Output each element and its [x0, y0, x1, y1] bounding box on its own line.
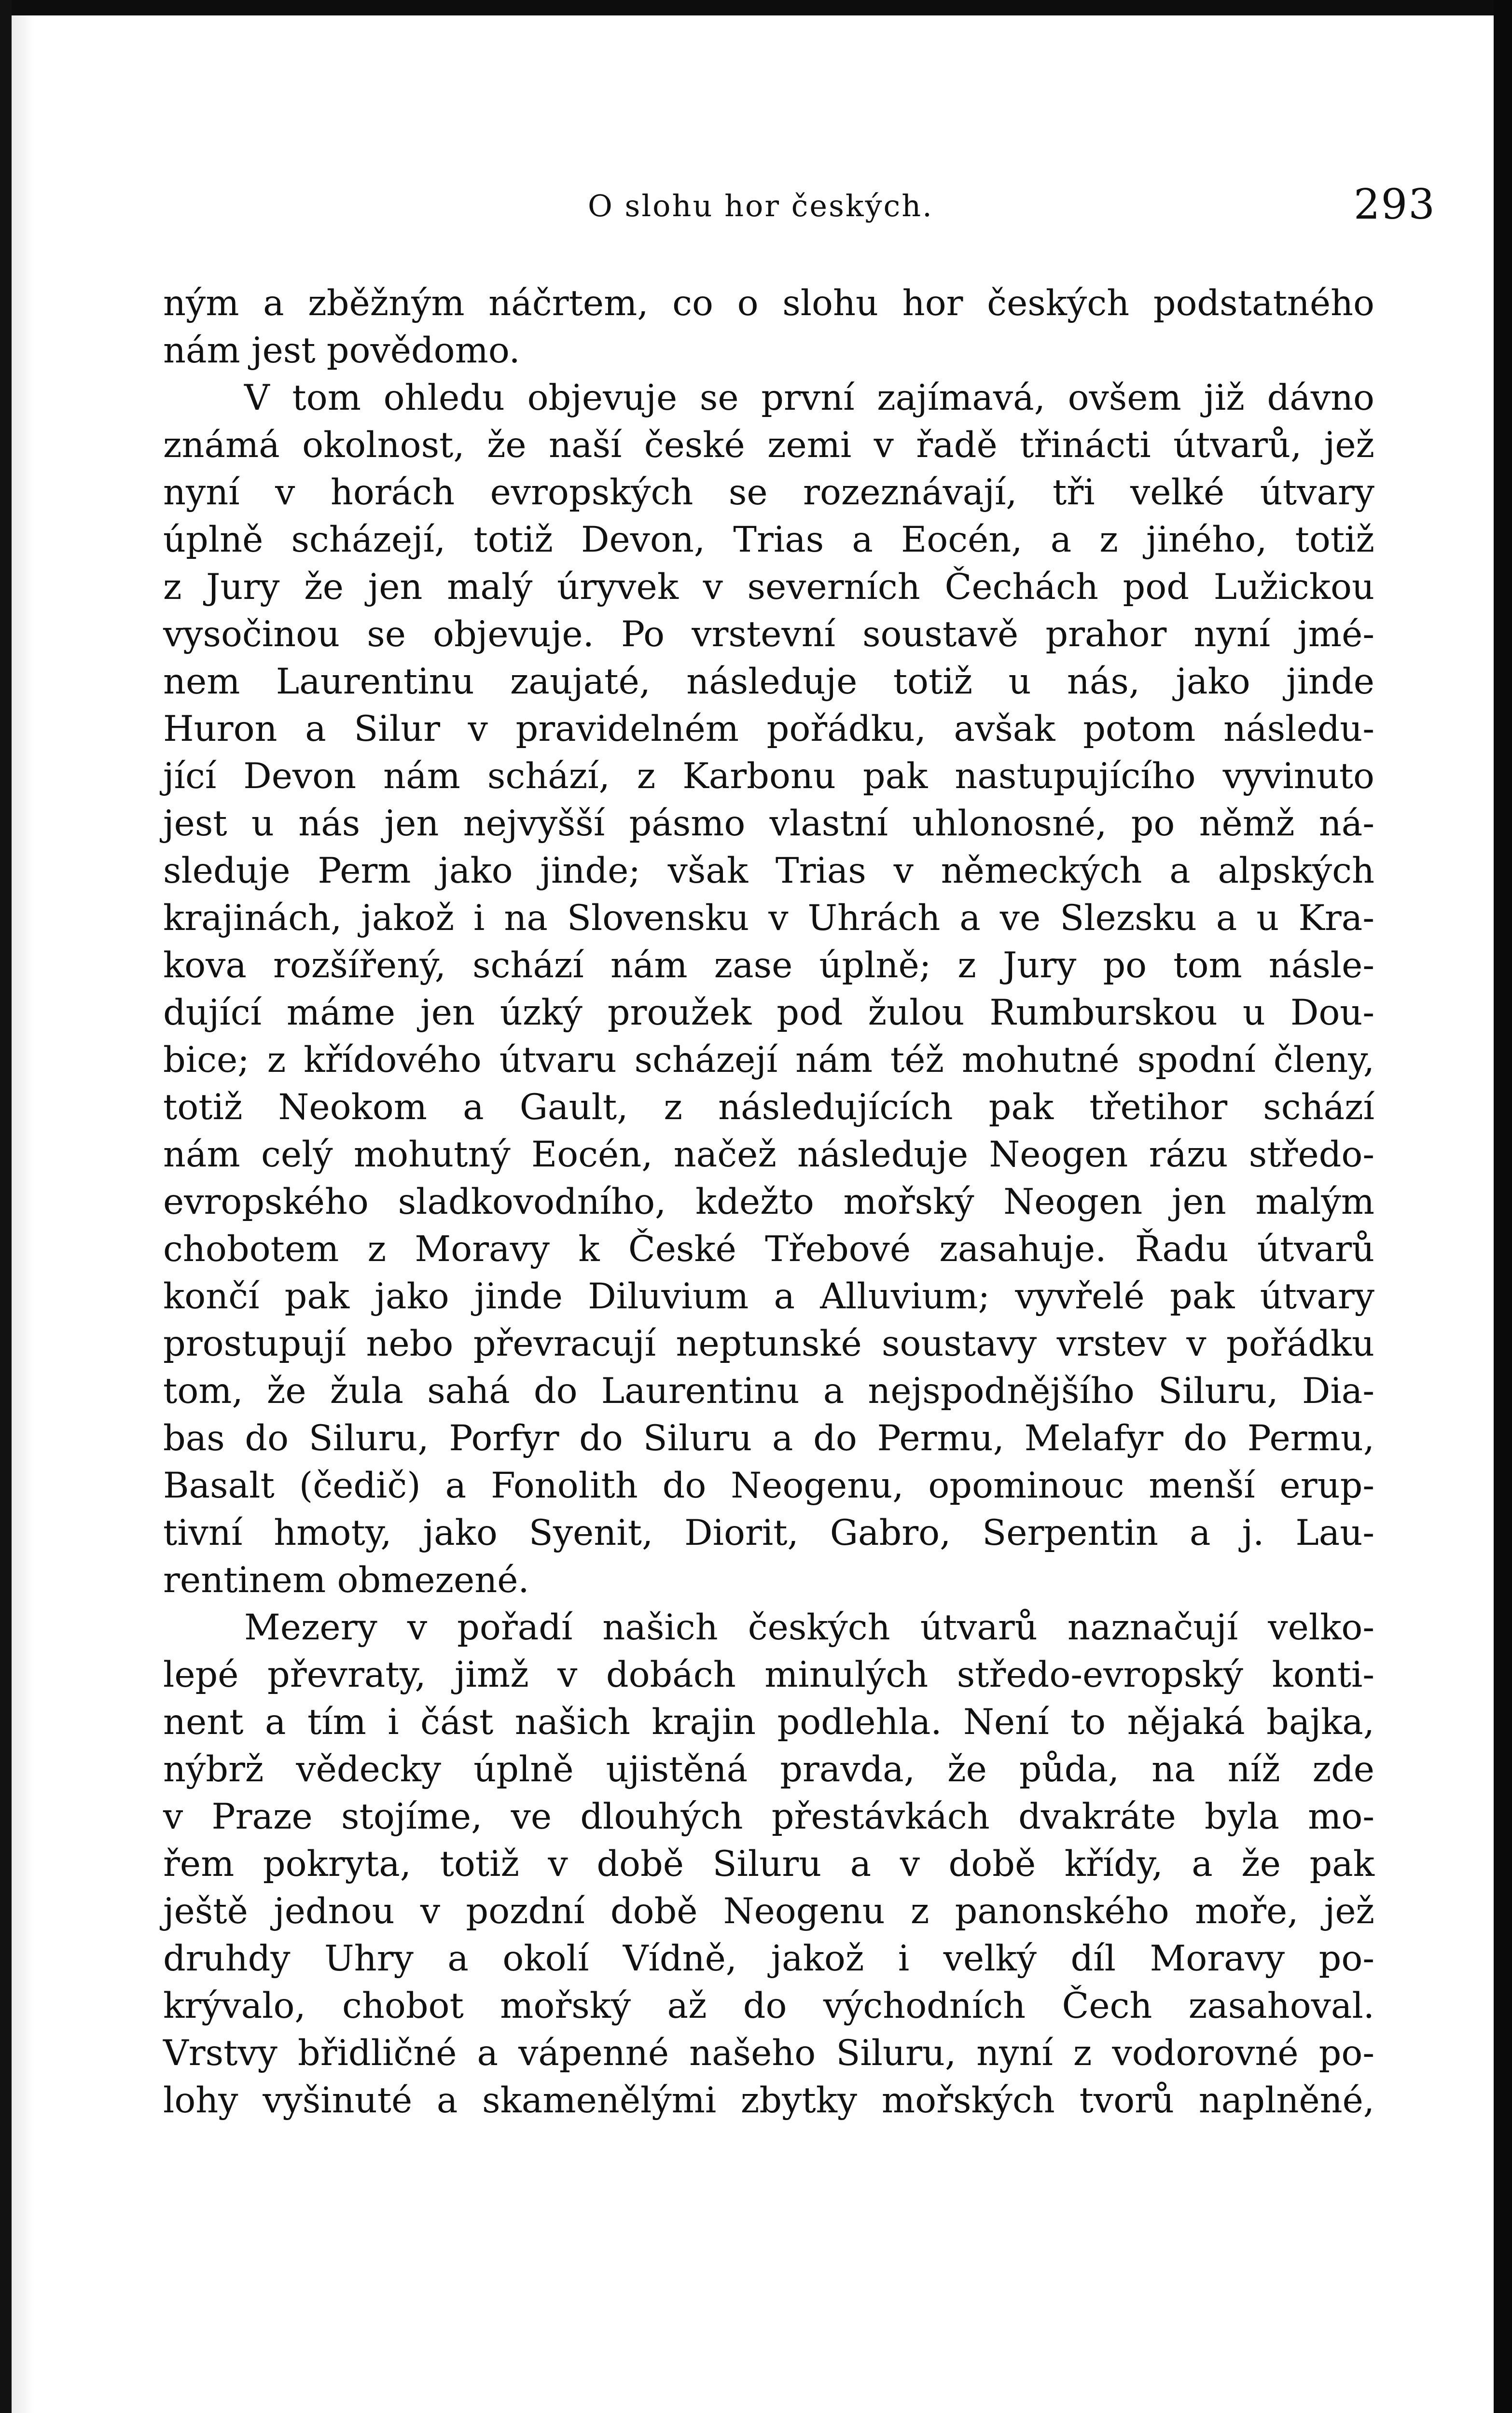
- text-line: úplně scházejí, totiž Devon, Trias a Eocén, a z jiného, totiž: [163, 519, 1374, 560]
- text-line: krývalo, chobot mořský až do východních Čech zasahoval.: [163, 1985, 1374, 2026]
- text-line: chobotem z Moravy k České Třebové zasahuje. Řadu útvarů: [163, 1229, 1374, 1270]
- paragraph-start-line: V tom ohledu objevuje se první zajímavá, ovšem již dávno: [244, 377, 1374, 418]
- scan-border-top: [0, 0, 1512, 15]
- book-page: [34, 15, 1494, 2413]
- text-line: řem pokryta, totiž v době Siluru a v době křídy, a že pak: [163, 1844, 1374, 1885]
- text-line: evropského sladkovodního, kdežto mořský Neogen jen malým: [163, 1181, 1374, 1222]
- page-number: 293: [1353, 180, 1436, 229]
- text-line: vysočinou se objevuje. Po vrstevní soustavě prahor nyní jmé-: [163, 614, 1374, 655]
- text-line: nám jest povědomo.: [163, 330, 520, 371]
- text-line: jest u nás jen nejvyšší pásmo vlastní uhlonosné, po němž ná-: [163, 803, 1374, 844]
- text-line: totiž Neokom a Gault, z následujících pak třetihor schází: [163, 1087, 1374, 1128]
- text-line: lepé převraty, jimž v dobách minulých středo-evropský konti-: [163, 1654, 1374, 1695]
- text-line: kova rozšířený, schází nám zase úplně; z Jury po tom násle-: [163, 945, 1374, 986]
- body-text: [163, 280, 1374, 2124]
- text-line: nem Laurentinu zaujaté, následuje totiž u nás, jako jinde: [163, 661, 1374, 702]
- text-line: bice; z křídového útvaru scházejí nám též mohutné spodní členy,: [163, 1040, 1374, 1081]
- text-line: rentinem obmezené.: [163, 1560, 529, 1601]
- text-line: lohy vyšinuté a skamenělými zbytky mořských tvorů naplněné,: [163, 2080, 1374, 2121]
- scan-border-right: [1494, 0, 1512, 2413]
- text-line: nyní v horách evropských se rozeznávají, tři velké útvary: [163, 472, 1374, 513]
- text-line: ným a zběžným náčrtem, co o slohu hor českých podstatného: [163, 283, 1374, 324]
- text-line: Basalt (čedič) a Fonolith do Neogenu, opominouc menší erup-: [163, 1465, 1374, 1506]
- text-line: sleduje Perm jako jinde; však Trias v německých a alpských: [163, 850, 1374, 891]
- text-line: nám celý mohutný Eocén, načež následuje Neogen rázu středo-: [163, 1134, 1374, 1175]
- text-line: ještě jednou v pozdní době Neogenu z panonského moře, jež: [163, 1891, 1374, 1932]
- text-line: bas do Siluru, Porfyr do Siluru a do Permu, Melafyr do Permu,: [163, 1418, 1374, 1459]
- text-line: dující máme jen úzký proužek pod žulou Rumburskou u Dou-: [163, 992, 1374, 1033]
- text-line: nent a tím i část našich krajin podlehla. Není to nějaká bajka,: [163, 1702, 1374, 1743]
- text-line: nýbrž vědecky úplně ujistěná pravda, že půda, na níž zde: [163, 1749, 1374, 1790]
- running-title: O slohu hor českých.: [588, 188, 933, 223]
- text-line: v Praze stojíme, ve dlouhých přestávkách dvakráte byla mo-: [163, 1796, 1374, 1837]
- page-edge-shadow: [12, 15, 34, 2413]
- text-line: jící Devon nám schází, z Karbonu pak nastupujícího vyvinuto: [163, 756, 1374, 797]
- text-line: prostupují nebo převracují neptunské soustavy vrstev v pořádku: [163, 1323, 1374, 1364]
- text-line: Vrstvy břidličné a vápenné našeho Siluru, nyní z vodorovné po-: [163, 2033, 1374, 2074]
- paragraph-start-line: Mezery v pořadí našich českých útvarů naznačují velko-: [244, 1607, 1374, 1648]
- scan-border-left: [0, 0, 12, 2413]
- text-line: z Jury že jen malý úryvek v severních Čechách pod Lužickou: [163, 567, 1374, 608]
- text-line: končí pak jako jinde Diluvium a Alluvium; vyvřelé pak útvary: [163, 1276, 1374, 1317]
- text-line: tom, že žula sahá do Laurentinu a nejspodnějšího Siluru, Dia-: [163, 1371, 1374, 1412]
- text-line: krajinách, jakož i na Slovensku v Uhrách a ve Slezsku a u Kra-: [163, 898, 1374, 939]
- text-line: druhdy Uhry a okolí Vídně, jakož i velký díl Moravy po-: [163, 1938, 1374, 1979]
- text-line: známá okolnost, že naší české zemi v řadě třinácti útvarů, jež: [163, 425, 1374, 466]
- text-line: Huron a Silur v pravidelném pořádku, avšak potom následu-: [163, 708, 1374, 749]
- text-line: tivní hmoty, jako Syenit, Diorit, Gabro, Serpentin a j. Lau-: [163, 1512, 1374, 1553]
